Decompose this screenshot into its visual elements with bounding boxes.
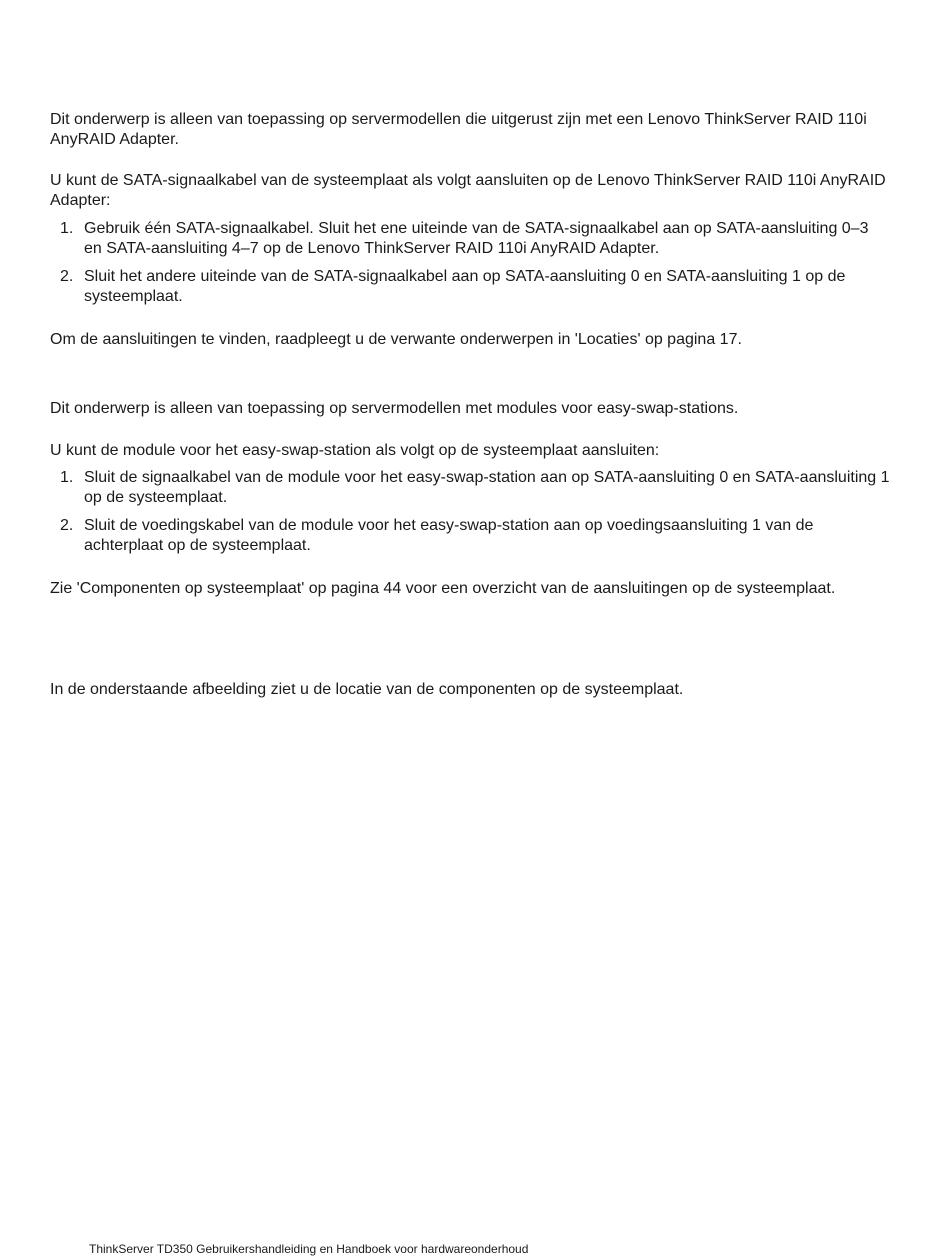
list-item-text: Gebruik één SATA-signaalkabel. Sluit het ene uiteinde van de SATA-signaalkabel aan op SATA-aansluiting 0–3 en SATA-aansluiting 4–7 op de Lenovo ThinkServer RAID 110i AnyRAID Adapter. xyxy=(84,220,869,257)
list-item-text: Sluit de signaalkabel van de module voor het easy-swap-station aan op SATA-aansluiting 0 en SATA-aansluiting 1 op de systeemplaat. xyxy=(84,469,890,506)
list-item xyxy=(50,267,890,307)
list-item-text: Sluit de voedingskabel van de module voor het easy-swap-station aan op voedingsaansluiting 1 van de achterplaat op de systeemplaat. xyxy=(84,517,814,554)
section1-lead: U kunt de SATA-signaalkabel van de systeemplaat als volgt aansluiten op de Lenovo ThinkServer RAID 110i AnyRAID Adapter: xyxy=(50,172,886,209)
section3-intro: In de onderstaande afbeelding ziet u de locatie van de componenten op de systeemplaat. xyxy=(50,681,684,698)
list-item-number: 2. xyxy=(60,268,74,285)
list-item xyxy=(50,468,890,508)
page-footer: ThinkServer TD350 Gebruikershandleiding en Handboek voor hardwareonderhoud xyxy=(89,1242,529,1256)
list-item-number: 1. xyxy=(60,469,74,486)
section1-steps xyxy=(50,219,890,315)
section2-intro: Dit onderwerp is alleen van toepassing op servermodellen met modules voor easy-swap-stations. xyxy=(50,400,739,417)
section1-intro: Dit onderwerp is alleen van toepassing op servermodellen die uitgerust zijn met een Lenovo ThinkServer RAID 110i AnyRAID Adapter. xyxy=(50,111,867,148)
list-item-text: Sluit het andere uiteinde van de SATA-signaalkabel aan op SATA-aansluiting 0 en SATA-aansluiting 1 op de systeemplaat. xyxy=(84,268,846,305)
list-item xyxy=(50,219,890,259)
section2-lead: U kunt de module voor het easy-swap-station als volgt op de systeemplaat aansluiten: xyxy=(50,442,660,459)
section2-steps xyxy=(50,468,890,564)
list-item xyxy=(50,516,890,556)
list-item-number: 2. xyxy=(60,517,74,534)
section1-note: Om de aansluitingen te vinden, raadpleegt u de verwante onderwerpen in 'Locaties' op pagina 17. xyxy=(50,331,742,348)
section2-note: Zie 'Componenten op systeemplaat' op pagina 44 voor een overzicht van de aansluitingen op de systeemplaat. xyxy=(50,580,836,597)
list-item-number: 1. xyxy=(60,220,74,237)
